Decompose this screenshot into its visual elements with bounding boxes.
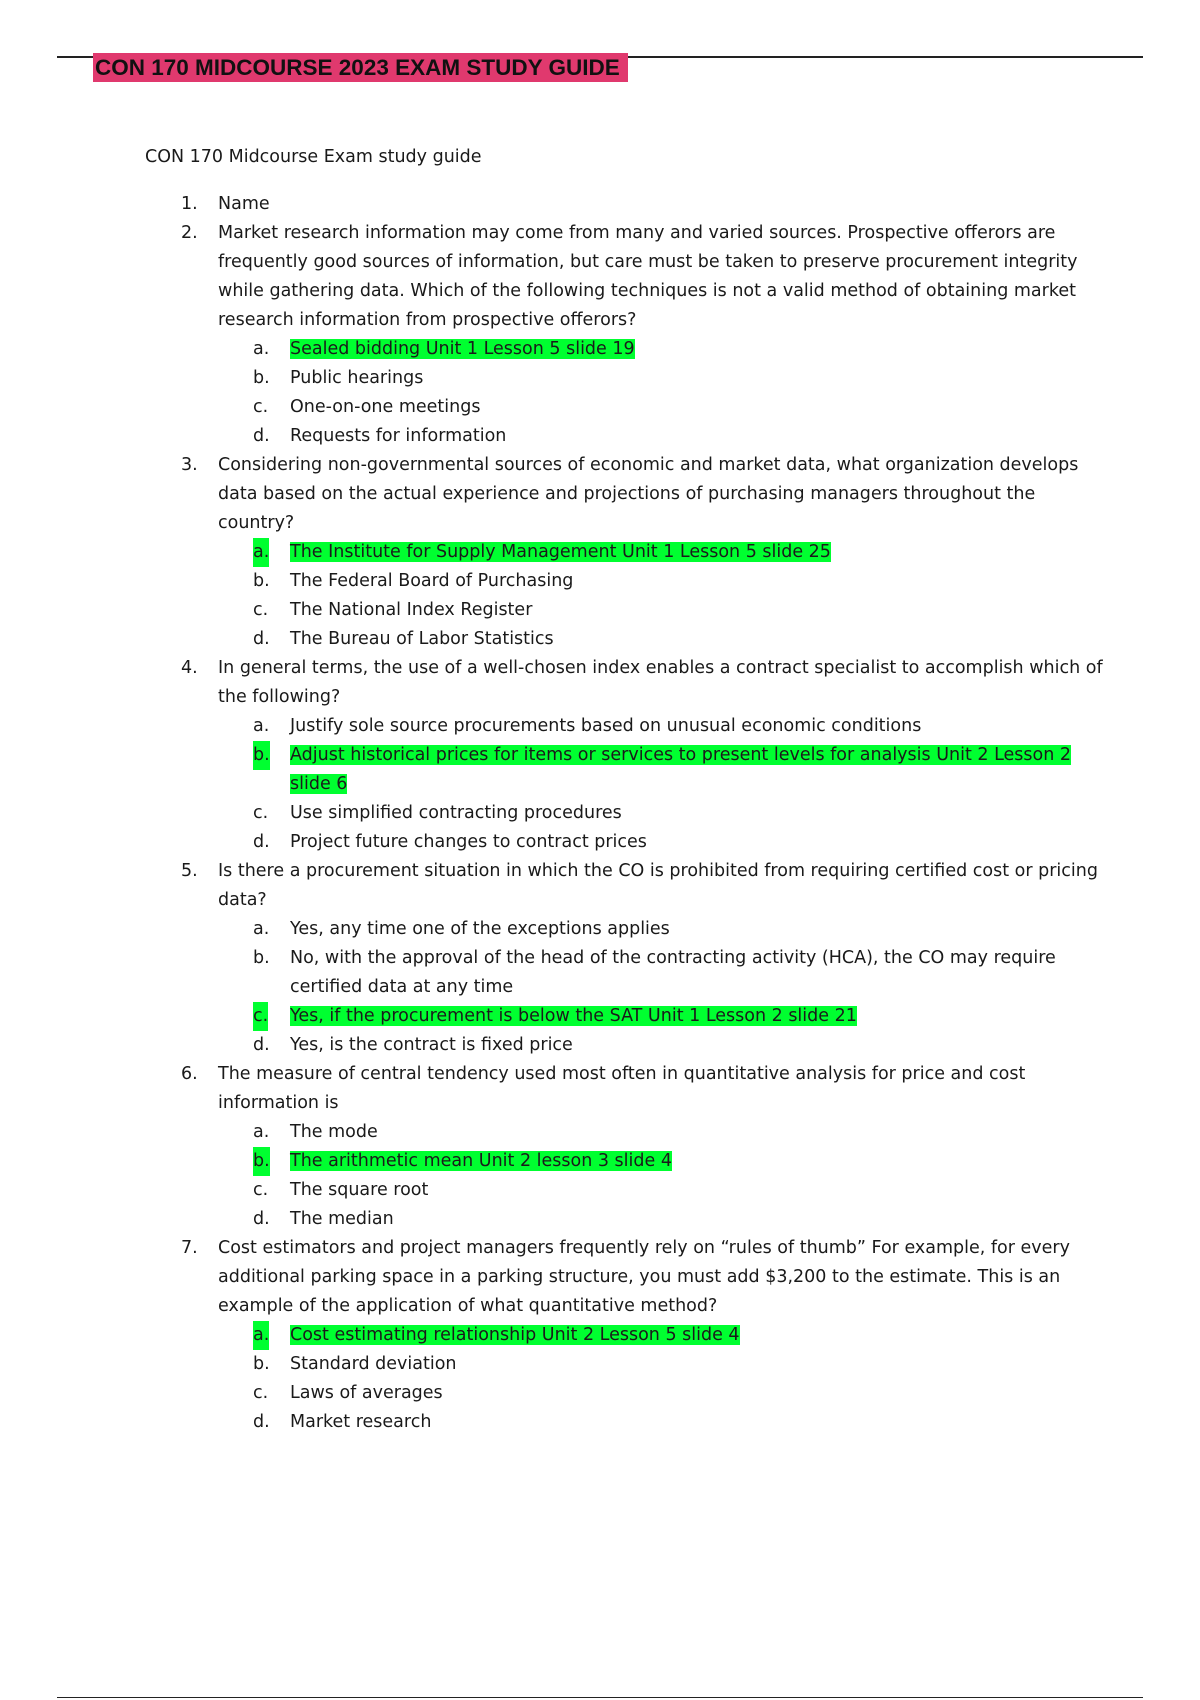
answer-option <box>218 712 1105 741</box>
option-letter: a. <box>253 1122 270 1142</box>
option-text: Yes, is the contract is fixed price <box>290 1035 573 1055</box>
option-text: Requests for information <box>290 426 507 446</box>
question-item <box>145 857 1105 1060</box>
highlighted-answer-text: Yes, if the procurement is below the SAT Unit 1 Lesson 2 slide 21 <box>290 1006 857 1026</box>
option-text: The National Index Register <box>290 600 533 620</box>
correct-answer-option <box>218 1321 1105 1350</box>
option-text: The Federal Board of Purchasing <box>290 571 574 591</box>
answer-option <box>218 625 1105 654</box>
answer-option <box>218 944 1105 1002</box>
document-banner: CON 170 MIDCOURSE 2023 EXAM STUDY GUIDE <box>93 53 628 82</box>
option-letter: c. <box>253 1180 269 1200</box>
option-text: No, with the approval of the head of the contracting activity (HCA), the CO may require certified data at any time <box>290 948 1056 997</box>
question-text: In general terms, the use of a well-chosen index enables a contract specialist to accomplish which of the following? <box>218 658 1103 707</box>
answer-option <box>218 567 1105 596</box>
answer-option <box>218 1350 1105 1379</box>
question-text: Is there a procurement situation in which the CO is prohibited from requiring certified cost or pricing data? <box>218 861 1098 910</box>
option-letter: b. <box>253 1354 270 1374</box>
option-text: Market research <box>290 1412 432 1432</box>
question-number: 4. <box>181 658 198 678</box>
option-letter: c. <box>253 397 269 417</box>
option-text: The square root <box>290 1180 429 1200</box>
question-item <box>145 219 1105 451</box>
answer-options <box>218 538 1105 654</box>
question-number: 3. <box>181 455 198 475</box>
option-text: Use simplified contracting procedures <box>290 803 622 823</box>
option-text: Laws of averages <box>290 1383 443 1403</box>
question-number: 6. <box>181 1064 198 1084</box>
answer-option <box>218 1176 1105 1205</box>
answer-option <box>218 1408 1105 1437</box>
question-item <box>145 1060 1105 1234</box>
answer-option <box>218 422 1105 451</box>
option-letter: d. <box>253 629 270 649</box>
highlighted-answer-text: The Institute for Supply Management Unit 1 Lesson 5 slide 25 <box>290 542 831 562</box>
correct-answer-option <box>218 741 1105 799</box>
question-list <box>145 190 1105 1437</box>
question-number: 2. <box>181 223 198 243</box>
question-item <box>145 451 1105 654</box>
question-number: 7. <box>181 1238 198 1258</box>
option-letter: d. <box>253 1412 270 1432</box>
correct-answer-option <box>218 538 1105 567</box>
option-letter: c. <box>253 1383 269 1403</box>
correct-answer-option <box>218 335 1105 364</box>
question-text: Considering non-governmental sources of economic and market data, what organization develops data based on the actual experience and projections of purchasing managers throughout the country? <box>218 455 1079 533</box>
answer-option <box>218 915 1105 944</box>
option-letter: b. <box>253 948 270 968</box>
question-number: 5. <box>181 861 198 881</box>
option-letter: d. <box>253 1035 270 1055</box>
highlighted-answer-text: Cost estimating relationship Unit 2 Lesson 5 slide 4 <box>290 1325 740 1345</box>
question-item <box>145 1234 1105 1437</box>
correct-answer-option <box>218 1002 1105 1031</box>
option-letter: a. <box>253 716 270 736</box>
correct-answer-option <box>218 1147 1105 1176</box>
option-letter: d. <box>253 426 270 446</box>
answer-options <box>218 1118 1105 1234</box>
option-text: Yes, any time one of the exceptions applies <box>290 919 670 939</box>
highlighted-answer-text: Sealed bidding Unit 1 Lesson 5 slide 19 <box>290 339 635 359</box>
question-number: 1. <box>181 194 198 214</box>
answer-option <box>218 1379 1105 1408</box>
option-text: Standard deviation <box>290 1354 457 1374</box>
answer-option <box>218 799 1105 828</box>
document-subtitle: CON 170 Midcourse Exam study guide <box>145 147 482 167</box>
answer-options <box>218 915 1105 1060</box>
footer-rule <box>57 1697 1143 1698</box>
option-text: The Bureau of Labor Statistics <box>290 629 554 649</box>
answer-options <box>218 335 1105 451</box>
option-letter: c. <box>253 600 269 620</box>
answer-options <box>218 1321 1105 1437</box>
option-text: Project future changes to contract prices <box>290 832 647 852</box>
option-text: One-on-one meetings <box>290 397 481 417</box>
question-text: Cost estimators and project managers frequently rely on “rules of thumb” For example, for every additional parking space in a parking structure, you must add $3,200 to the estimate. This is an example of the application of what quantitative method? <box>218 1238 1070 1316</box>
option-letter: b. <box>253 741 270 770</box>
highlighted-answer-text: The arithmetic mean Unit 2 lesson 3 slide 4 <box>290 1151 672 1171</box>
answer-option <box>218 1031 1105 1060</box>
option-letter: a. <box>253 339 270 359</box>
option-letter: a. <box>253 1321 269 1350</box>
question-text: The measure of central tendency used most often in quantitative analysis for price and cost information is <box>218 1064 1026 1113</box>
question-item <box>145 654 1105 857</box>
answer-option <box>218 364 1105 393</box>
answer-option <box>218 1205 1105 1234</box>
option-letter: b. <box>253 571 270 591</box>
highlighted-answer-text: Adjust historical prices for items or services to present levels for analysis Unit 2 Lesson 2 slide 6 <box>290 745 1072 794</box>
question-text: Market research information may come from many and varied sources. Prospective offerors are frequently good sources of information, but care must be taken to preserve procurement integrity while gathering data. Which of the following techniques is not a valid method of obtaining market research information from prospective offerors? <box>218 223 1078 330</box>
option-letter: b. <box>253 368 270 388</box>
option-letter: c. <box>253 803 269 823</box>
option-text: Public hearings <box>290 368 424 388</box>
option-text: The median <box>290 1209 394 1229</box>
option-letter: c. <box>253 1002 268 1031</box>
answer-option <box>218 393 1105 422</box>
answer-option <box>218 596 1105 625</box>
option-letter: a. <box>253 538 269 567</box>
answer-options <box>218 712 1105 857</box>
option-letter: b. <box>253 1147 270 1176</box>
answer-option <box>218 828 1105 857</box>
option-text: The mode <box>290 1122 378 1142</box>
answer-option <box>218 1118 1105 1147</box>
option-text: Justify sole source procurements based on unusual economic conditions <box>290 716 922 736</box>
question-item <box>145 190 1105 219</box>
option-letter: d. <box>253 832 270 852</box>
question-text: Name <box>218 194 270 214</box>
option-letter: a. <box>253 919 270 939</box>
study-guide-body <box>145 142 1105 1437</box>
option-letter: d. <box>253 1209 270 1229</box>
